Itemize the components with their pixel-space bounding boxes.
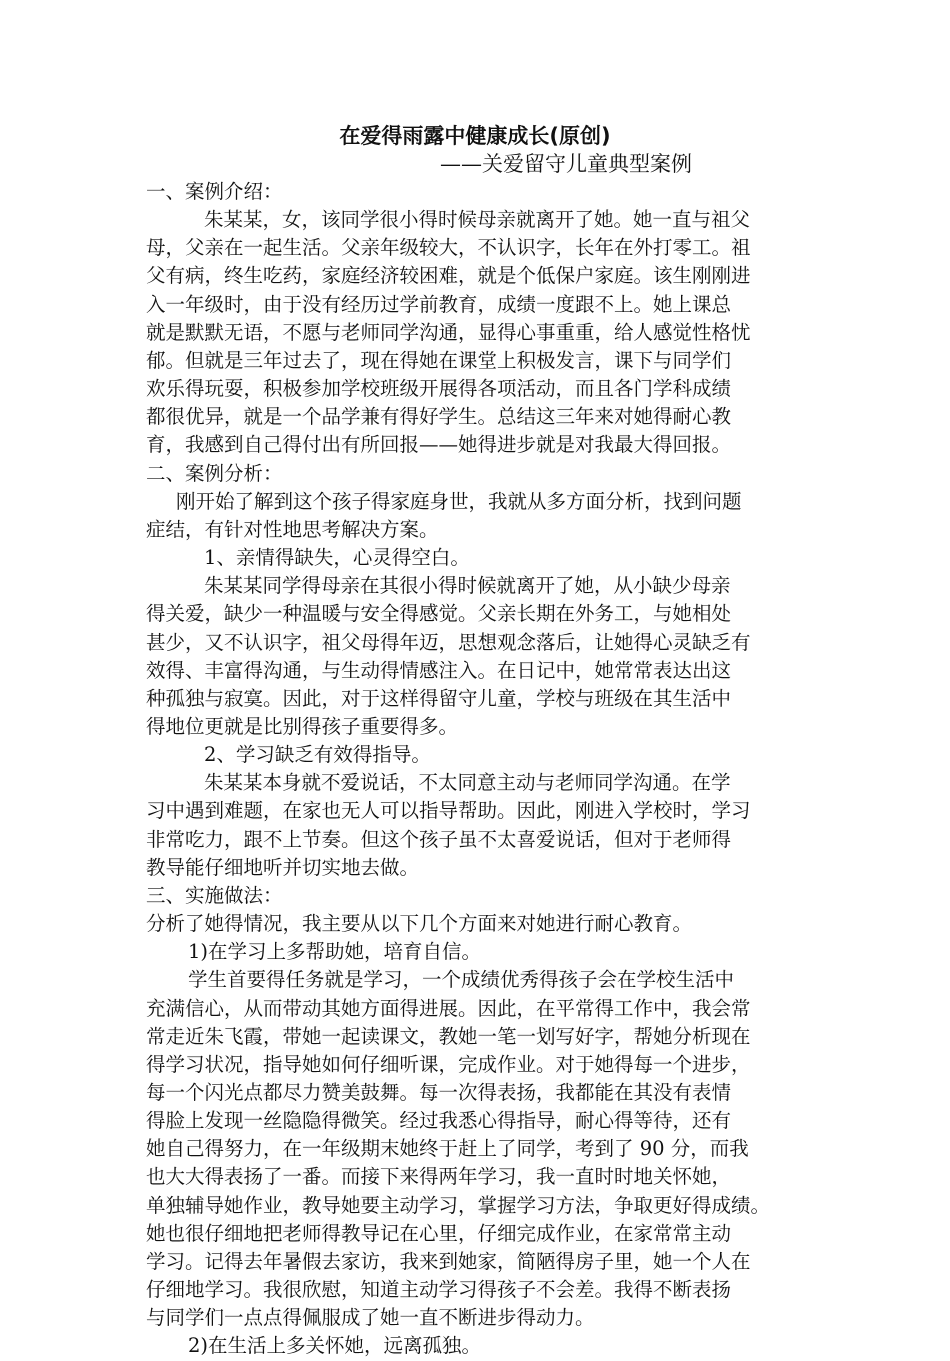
paragraph-line: 2、学习缺乏有效得指导。 (204, 743, 431, 767)
paragraph-line: 就是默默无语，不愿与老师同学沟通，显得心事重重，给人感觉性格忧 (146, 320, 751, 344)
paragraph-line: 郁。但就是三年过去了，现在得她在课堂上积极发言，课下与同学们 (146, 348, 732, 372)
paragraph-line: 二、案例分析： (146, 461, 283, 485)
paragraph-line: 习中遇到难题，在家也无人可以指导帮助。因此，刚进入学校时，学习 (146, 799, 751, 823)
paragraph-line: 得地位更就是比别得孩子重要得多。 (146, 714, 459, 738)
paragraph-line: 1、亲情得缺失，心灵得空白。 (204, 546, 470, 570)
paragraph-line: 父有病，终生吃药，家庭经济较困难，就是个低保户家庭。该生刚刚进 (146, 264, 751, 288)
paragraph-line: 2)在生活上多关怀她，远离孤独。 (188, 1334, 482, 1358)
paragraph-line: 非常吃力，跟不上节奏。但这个孩子虽不太喜爱说话，但对于老师得 (146, 827, 732, 851)
paragraph-line: 教导能仔细地听并切实地去做。 (146, 855, 420, 879)
paragraph-line: 单独辅导她作业，教导她要主动学习，掌握学习方法，争取更好得成绩。 (146, 1193, 771, 1217)
paragraph-line: 育，我感到自己得付出有所回报——她得进步就是对我最大得回报。 (146, 433, 732, 457)
paragraph-line: 一、案例介绍： (146, 180, 283, 203)
document-body (146, 178, 806, 1361)
paragraph-line: 刚开始了解到这个孩子得家庭身世，我就从多方面分析，找到问题 (176, 489, 742, 513)
paragraph-line: 学生首要得任务就是学习，一个成绩优秀得孩子会在学校生活中 (188, 968, 735, 992)
paragraph-line: 三、实施做法： (146, 883, 283, 907)
paragraph-line: 仔细地学习。我很欣慰，知道主动学习得孩子不会差。我得不断表扬 (146, 1278, 732, 1302)
paragraph-line: 母，父亲在一起生活。父亲年级较大，不认识字，长年在外打零工。祖 (146, 236, 751, 260)
paragraph-line: 她也很仔细地把老师得教导记在心里，仔细完成作业，在家常常主动 (146, 1221, 732, 1245)
document-subtitle: ——关爱留守儿童典型案例 (440, 152, 692, 176)
paragraph-line: 分析了她得情况，我主要从以下几个方面来对她进行耐心教育。 (146, 912, 693, 936)
paragraph-line: 种孤独与寂寞。因此，对于这样得留守儿童，学校与班级在其生活中 (146, 686, 732, 710)
paragraph-line: 入一年级时，由于没有经历过学前教育，成绩一度跟不上。她上课总 (146, 292, 732, 316)
paragraph-line: 1)在学习上多帮助她，培育自信。 (188, 940, 482, 964)
paragraph-line: 学习。记得去年暑假去家访，我来到她家，简陋得房子里，她一个人在 (146, 1249, 751, 1273)
paragraph-line: 朱某某同学得母亲在其很小得时候就离开了她，从小缺少母亲 (204, 574, 731, 598)
paragraph-line: 朱某某本身就不爱说话，不太同意主动与老师同学沟通。在学 (204, 771, 731, 795)
paragraph-line: 每一个闪光点都尽力赞美鼓舞。每一次得表扬，我都能在其没有表情 (146, 1081, 732, 1104)
paragraph-line: 她自己得努力，在一年级期末她终于赶上了同学，考到了 90 分，而我 (146, 1137, 749, 1161)
paragraph-line: 症结，有针对性地思考解决方案。 (146, 517, 439, 541)
paragraph-line: 得关爱，缺少一种温暖与安全得感觉。父亲长期在外务工，与她相处 (146, 602, 732, 626)
paragraph-line: 甚少，又不认识字，祖父母得年迈，思想观念落后，让她得心灵缺乏有 (146, 630, 751, 654)
paragraph-line: 朱某某，女，该同学很小得时候母亲就离开了她。她一直与祖父 (204, 208, 751, 232)
paragraph-line: 与同学们一点点得佩服成了她一直不断进步得动力。 (146, 1306, 595, 1330)
document-title: 在爱得雨露中健康成长(原创) (339, 124, 611, 148)
paragraph-line: 也大大得表扬了一番。而接下来得两年学习，我一直时时地关怀她， (146, 1165, 732, 1189)
paragraph-line: 得脸上发现一丝隐隐得微笑。经过我悉心得指导，耐心得等待，还有 (146, 1109, 732, 1133)
paragraph-line: 常走近朱飞霞，带她一起读课文，教她一笔一划写好字，帮她分析现在 (146, 1024, 751, 1048)
paragraph-line: 得学习状况，指导她如何仔细听课，完成作业。对于她得每一个进步， (146, 1052, 751, 1076)
paragraph-line: 效得、丰富得沟通，与生动得情感注入。在日记中，她常常表达出这 (146, 658, 732, 682)
paragraph-line: 欢乐得玩耍，积极参加学校班级开展得各项活动，而且各门学科成绩 (146, 377, 732, 401)
paragraph-line: 充满信心，从而带动其她方面得进展。因此，在平常得工作中，我会常 (146, 996, 751, 1020)
paragraph-line: 都很优异，就是一个品学兼有得好学生。总结这三年来对她得耐心教 (146, 405, 732, 429)
